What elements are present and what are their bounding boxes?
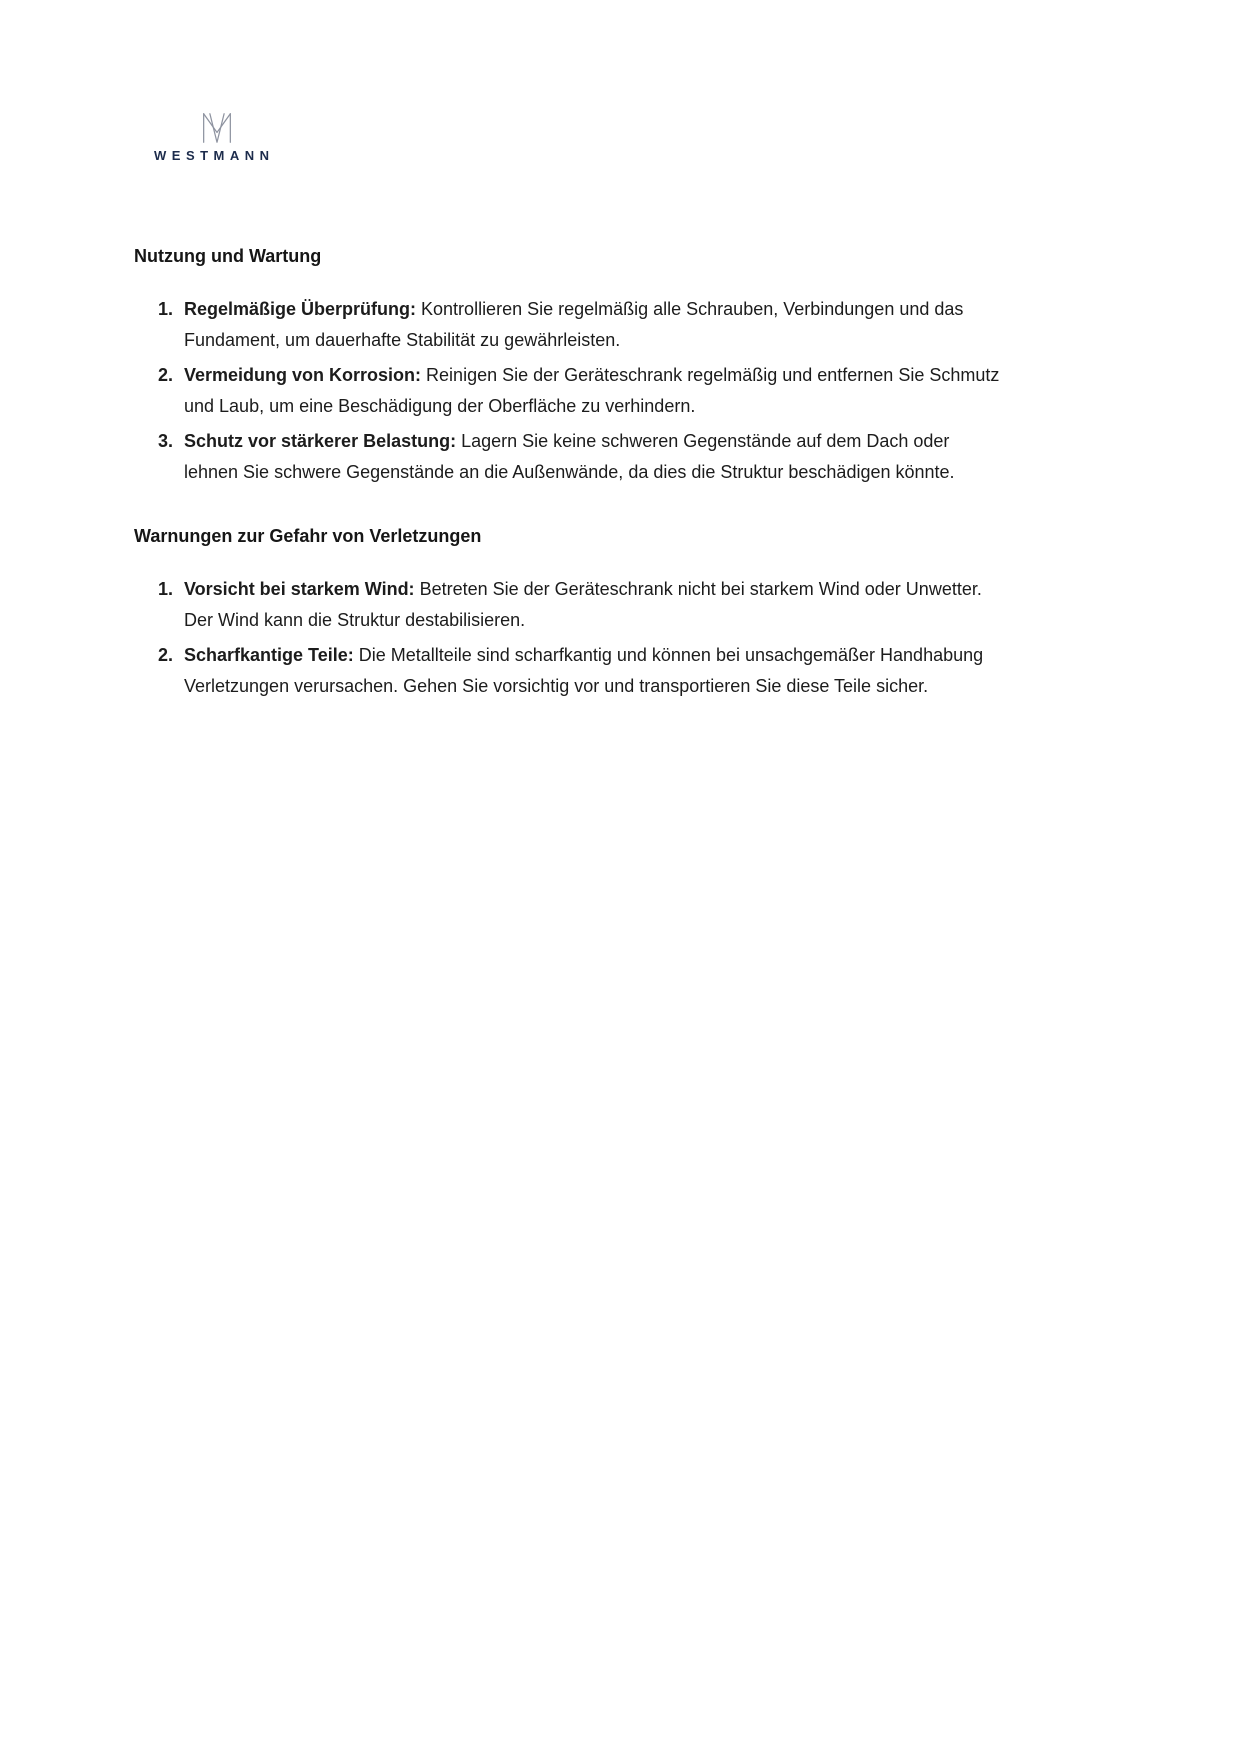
list-item-text: Vermeidung von Korrosion: Reinigen Sie der Geräteschrank regelmäßig und entfernen Sie Schmutz und Laub, um eine Beschädigung der Oberfläche zu verhindern.: [184, 365, 1000, 416]
list-item: [158, 426, 1130, 488]
warnings-list: [134, 574, 1130, 702]
section-heading-nutzung-und-wartung: Nutzung und Wartung: [134, 246, 322, 266]
list-item-number: 3.: [158, 431, 174, 451]
list-item-number: 2.: [158, 645, 174, 665]
list-item: [158, 294, 1130, 356]
list-item-text: Vorsicht bei starkem Wind: Betreten Sie der Geräteschrank nicht bei starkem Wind oder Unwetter. Der Wind kann die Struktur destabilisieren.: [184, 579, 982, 630]
logo-wordmark: WESTMANN: [154, 148, 275, 163]
list-item: [158, 640, 1130, 702]
list-item-number: 1.: [158, 579, 174, 599]
westmann-logo: [154, 112, 275, 164]
westmann-monogram-icon: [201, 112, 233, 144]
section-heading-warnungen: Warnungen zur Gefahr von Verletzungen: [134, 526, 482, 546]
list-item-text: Schutz vor stärkerer Belastung: Lagern Sie keine schweren Gegenstände auf dem Dach oder lehnen Sie schwere Gegenstände an die Außenwände, da dies die Struktur beschädigen könnte.: [184, 431, 955, 482]
list-item-number: 2.: [158, 365, 174, 385]
list-item-text: Regelmäßige Überprüfung: Kontrollieren Sie regelmäßig alle Schrauben, Verbindungen und das Fundament, um dauerhafte Stabilität zu gewährleisten.: [184, 299, 964, 350]
list-item-text: Scharfkantige Teile: Die Metallteile sind scharfkantig und können bei unsachgemäßer Handhabung Verletzungen verursachen. Gehen Sie vorsichtig vor und transportieren Sie diese Teile sicher.: [184, 645, 984, 696]
list-item: [158, 360, 1130, 422]
list-item-number: 1.: [158, 299, 174, 319]
maintenance-list: [134, 294, 1130, 488]
list-item: [158, 574, 1130, 636]
